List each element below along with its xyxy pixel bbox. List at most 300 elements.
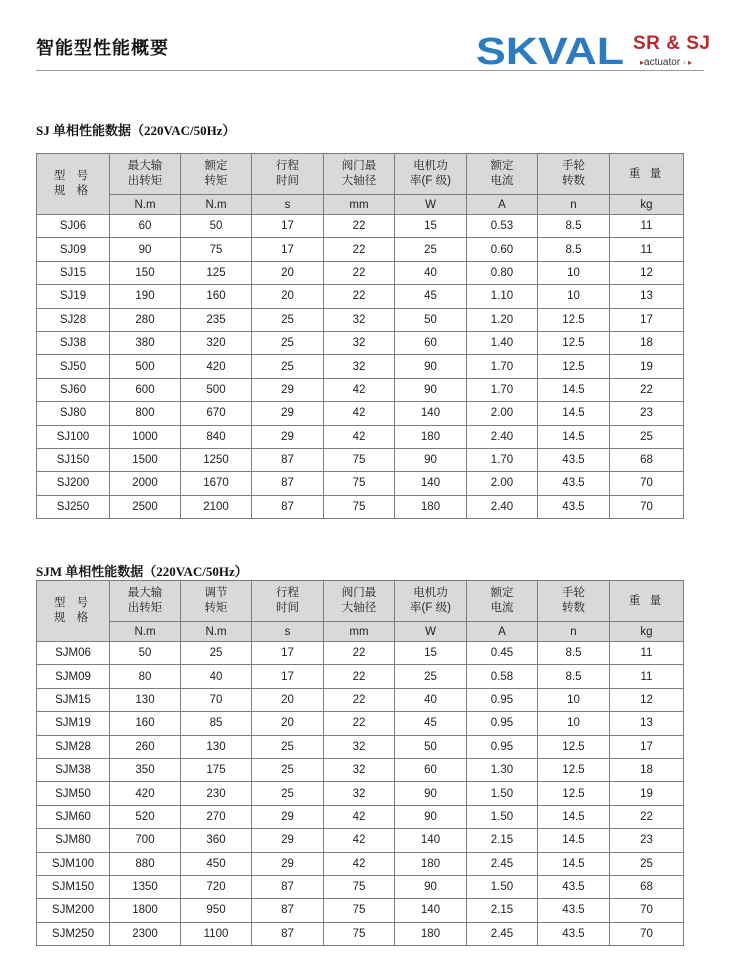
value-cell: 25 [395,665,467,688]
value-cell: 25 [252,308,324,331]
value-cell: 29 [252,378,324,401]
model-cell: SJ150 [37,448,110,471]
value-cell: 50 [395,308,467,331]
value-cell: 60 [395,758,467,781]
brand-series-sj: SJ [686,33,711,54]
value-cell: 22 [324,238,395,261]
value-cell: 0.95 [467,735,538,758]
value-cell: 32 [324,735,395,758]
value-cell: 15 [395,642,467,665]
value-cell: 1.50 [467,805,538,828]
value-cell: 0.45 [467,642,538,665]
model-cell: SJ15 [37,261,110,284]
value-cell: 22 [610,805,684,828]
value-cell: 0.95 [467,712,538,735]
model-cell: SJM250 [37,922,110,945]
value-cell: 520 [110,805,181,828]
unit-cell: A [467,622,538,642]
value-cell: 14.5 [538,378,610,401]
value-cell: 68 [610,875,684,898]
value-cell: 17 [610,308,684,331]
value-cell: 20 [252,712,324,735]
value-cell: 20 [252,261,324,284]
value-cell: 87 [252,472,324,495]
value-cell: 18 [610,758,684,781]
value-cell: 8.5 [538,642,610,665]
value-cell: 13 [610,712,684,735]
value-cell: 32 [324,331,395,354]
model-cell: SJM150 [37,875,110,898]
value-cell: 45 [395,712,467,735]
value-cell: 420 [181,355,252,378]
value-cell: 22 [324,215,395,238]
value-cell: 280 [110,308,181,331]
value-cell: 2.15 [467,899,538,922]
unit-cell: s [252,195,324,215]
value-cell: 42 [324,829,395,852]
model-cell: SJ19 [37,285,110,308]
value-cell: 180 [395,922,467,945]
column-header: 电机功 率(F 级) [395,581,467,622]
value-cell: 130 [110,688,181,711]
value-cell: 160 [110,712,181,735]
value-cell: 43.5 [538,472,610,495]
value-cell: 43.5 [538,448,610,471]
value-cell: 0.53 [467,215,538,238]
spec-header [37,581,110,642]
value-cell: 60 [110,215,181,238]
model-cell: SJM15 [37,688,110,711]
value-cell: 17 [252,642,324,665]
value-cell: 2100 [181,495,252,518]
value-cell: 500 [110,355,181,378]
value-cell: 75 [324,495,395,518]
value-cell: 320 [181,331,252,354]
value-cell: 25 [252,331,324,354]
column-header: 电机功 率(F 级) [395,154,467,195]
value-cell: 90 [395,782,467,805]
value-cell: 25 [252,735,324,758]
brand-series [633,33,710,55]
column-header: 行程 时间 [252,581,324,622]
model-cell: SJ250 [37,495,110,518]
value-cell: 32 [324,308,395,331]
model-cell: SJM80 [37,829,110,852]
value-cell: 800 [110,402,181,425]
table-row [37,425,684,448]
table-row [37,899,684,922]
value-cell: 1670 [181,472,252,495]
unit-cell: n [538,195,610,215]
value-cell: 2.15 [467,829,538,852]
value-cell: 87 [252,922,324,945]
value-cell: 140 [395,472,467,495]
value-cell: 12.5 [538,355,610,378]
sjm-table-title: SJM 单相性能数据（220VAC/50Hz） [36,564,248,579]
sjm-performance-table [36,580,684,946]
model-cell: SJ100 [37,425,110,448]
value-cell: 0.80 [467,261,538,284]
value-cell: 80 [110,665,181,688]
value-cell: 1.50 [467,782,538,805]
value-cell: 70 [610,922,684,945]
model-cell: SJM38 [37,758,110,781]
value-cell: 85 [181,712,252,735]
value-cell: 40 [395,688,467,711]
value-cell: 75 [324,875,395,898]
value-cell: 8.5 [538,215,610,238]
value-cell: 14.5 [538,852,610,875]
value-cell: 230 [181,782,252,805]
unit-cell: A [467,195,538,215]
value-cell: 20 [252,285,324,308]
table-row [37,261,684,284]
model-cell: SJ80 [37,402,110,425]
unit-cell: W [395,622,467,642]
value-cell: 1.40 [467,331,538,354]
value-cell: 180 [395,852,467,875]
column-header: 行程 时间 [252,154,324,195]
value-cell: 14.5 [538,425,610,448]
model-cell: SJM06 [37,642,110,665]
value-cell: 140 [395,899,467,922]
value-cell: 29 [252,852,324,875]
column-header: 额定 电流 [467,581,538,622]
table-row [37,735,684,758]
value-cell: 90 [395,355,467,378]
value-cell: 29 [252,425,324,448]
sj-performance-table [36,153,684,519]
value-cell: 75 [181,238,252,261]
value-cell: 29 [252,829,324,852]
model-cell: SJ50 [37,355,110,378]
model-cell: SJ200 [37,472,110,495]
value-cell: 600 [110,378,181,401]
unit-cell: s [252,622,324,642]
value-cell: 720 [181,875,252,898]
page-title: 智能型性能概要 [36,38,169,59]
value-cell: 12.5 [538,331,610,354]
value-cell: 14.5 [538,805,610,828]
value-cell: 1.70 [467,355,538,378]
table-row [37,308,684,331]
value-cell: 12.5 [538,735,610,758]
model-cell: SJM19 [37,712,110,735]
value-cell: 87 [252,875,324,898]
unit-cell: kg [610,195,684,215]
model-cell: SJ06 [37,215,110,238]
table-row [37,355,684,378]
value-cell: 1.50 [467,875,538,898]
value-cell: 1.70 [467,378,538,401]
value-cell: 42 [324,425,395,448]
value-cell: 87 [252,899,324,922]
value-cell: 43.5 [538,922,610,945]
value-cell: 42 [324,805,395,828]
value-cell: 25 [181,642,252,665]
model-cell: SJM50 [37,782,110,805]
value-cell: 11 [610,215,684,238]
table-row [37,495,684,518]
table-row [37,331,684,354]
unit-cell: N.m [181,195,252,215]
model-cell: SJ09 [37,238,110,261]
unit-cell: W [395,195,467,215]
value-cell: 42 [324,852,395,875]
value-cell: 2.40 [467,495,538,518]
brand-tagline [640,57,692,68]
brand-series-sr: SR [633,33,661,54]
value-cell: 25 [252,355,324,378]
column-header: 阀门最 大轴径 [324,581,395,622]
unit-cell: N.m [110,195,181,215]
spec-label-1: 型 号 [53,597,93,609]
value-cell: 12.5 [538,758,610,781]
value-cell: 950 [181,899,252,922]
value-cell: 190 [110,285,181,308]
value-cell: 670 [181,402,252,425]
column-header: 最大输 出转矩 [110,581,181,622]
value-cell: 260 [110,735,181,758]
value-cell: 8.5 [538,238,610,261]
value-cell: 1.10 [467,285,538,308]
value-cell: 10 [538,712,610,735]
value-cell: 10 [538,285,610,308]
spec-label-2: 规 格 [53,612,93,624]
value-cell: 180 [395,425,467,448]
value-cell: 180 [395,495,467,518]
value-cell: 90 [395,805,467,828]
model-cell: SJM200 [37,899,110,922]
model-cell: SJM09 [37,665,110,688]
sj-table-title: SJ 单相性能数据（220VAC/50Hz） [36,123,236,138]
value-cell: 75 [324,899,395,922]
column-header: 手轮 转数 [538,154,610,195]
spec-label-1: 型 号 [53,170,93,182]
table-row [37,852,684,875]
value-cell: 32 [324,758,395,781]
value-cell: 14.5 [538,402,610,425]
value-cell: 70 [181,688,252,711]
value-cell: 22 [324,712,395,735]
value-cell: 23 [610,829,684,852]
column-header: 额定 转矩 [181,154,252,195]
value-cell: 29 [252,402,324,425]
value-cell: 25 [252,758,324,781]
value-cell: 10 [538,688,610,711]
value-cell: 12.5 [538,782,610,805]
unit-cell: n [538,622,610,642]
value-cell: 42 [324,378,395,401]
value-cell: 840 [181,425,252,448]
value-cell: 75 [324,472,395,495]
value-cell: 140 [395,829,467,852]
spec-header [37,154,110,215]
brand-series-amp: & [666,33,681,54]
value-cell: 11 [610,665,684,688]
value-cell: 22 [324,261,395,284]
value-cell: 11 [610,238,684,261]
table-row [37,285,684,308]
value-cell: 22 [324,688,395,711]
value-cell: 2.45 [467,852,538,875]
value-cell: 1000 [110,425,181,448]
value-cell: 17 [252,215,324,238]
value-cell: 12.5 [538,308,610,331]
value-cell: 150 [110,261,181,284]
value-cell: 380 [110,331,181,354]
value-cell: 43.5 [538,495,610,518]
value-cell: 90 [395,378,467,401]
value-cell: 1350 [110,875,181,898]
value-cell: 175 [181,758,252,781]
table-row [37,378,684,401]
value-cell: 50 [181,215,252,238]
value-cell: 2.00 [467,472,538,495]
model-cell: SJ28 [37,308,110,331]
value-cell: 32 [324,355,395,378]
value-cell: 2000 [110,472,181,495]
unit-cell: kg [610,622,684,642]
value-cell: 500 [181,378,252,401]
value-cell: 50 [395,735,467,758]
value-cell: 1.70 [467,448,538,471]
value-cell: 13 [610,285,684,308]
value-cell: 29 [252,805,324,828]
value-cell: 1800 [110,899,181,922]
value-cell: 235 [181,308,252,331]
value-cell: 0.60 [467,238,538,261]
play-icon: ▸ [640,58,645,67]
value-cell: 23 [610,402,684,425]
value-cell: 130 [181,735,252,758]
table-row [37,215,684,238]
value-cell: 22 [324,665,395,688]
value-cell: 18 [610,331,684,354]
value-cell: 160 [181,285,252,308]
value-cell: 17 [610,735,684,758]
value-cell: 70 [610,472,684,495]
spec-label-2: 规 格 [53,185,93,197]
value-cell: 32 [324,782,395,805]
table-row [37,238,684,261]
value-cell: 45 [395,285,467,308]
table-row [37,922,684,945]
value-cell: 1.20 [467,308,538,331]
value-cell: 1250 [181,448,252,471]
model-cell: SJ60 [37,378,110,401]
value-cell: 14.5 [538,829,610,852]
value-cell: 0.95 [467,688,538,711]
value-cell: 11 [610,642,684,665]
value-cell: 75 [324,922,395,945]
column-header: 最大输 出转矩 [110,154,181,195]
value-cell: 2.00 [467,402,538,425]
skval-logo-text: SKVAL [476,31,624,70]
value-cell: 1100 [181,922,252,945]
value-cell: 2.40 [467,425,538,448]
table-row [37,665,684,688]
value-cell: 22 [324,285,395,308]
value-cell: 40 [395,261,467,284]
value-cell: 1.30 [467,758,538,781]
value-cell: 68 [610,448,684,471]
value-cell: 880 [110,852,181,875]
unit-cell: N.m [110,622,181,642]
table-row [37,782,684,805]
value-cell: 70 [610,899,684,922]
value-cell: 10 [538,261,610,284]
column-header: 调节 转矩 [181,581,252,622]
value-cell: 140 [395,402,467,425]
column-header: 阀门最 大轴径 [324,154,395,195]
value-cell: 42 [324,402,395,425]
value-cell: 270 [181,805,252,828]
value-cell: 2500 [110,495,181,518]
value-cell: 70 [610,495,684,518]
value-cell: 350 [110,758,181,781]
column-header: 重 量 [610,154,684,195]
table-row [37,805,684,828]
value-cell: 700 [110,829,181,852]
value-cell: 360 [181,829,252,852]
value-cell: 50 [110,642,181,665]
model-cell: SJM60 [37,805,110,828]
value-cell: 90 [395,875,467,898]
unit-cell: N.m [181,622,252,642]
model-cell: SJ38 [37,331,110,354]
value-cell: 450 [181,852,252,875]
value-cell: 19 [610,782,684,805]
value-cell: 43.5 [538,899,610,922]
value-cell: 420 [110,782,181,805]
value-cell: 25 [395,238,467,261]
table-row [37,712,684,735]
value-cell: 87 [252,448,324,471]
value-cell: 75 [324,448,395,471]
unit-cell: mm [324,622,395,642]
model-cell: SJM100 [37,852,110,875]
value-cell: 40 [181,665,252,688]
table-row [37,829,684,852]
value-cell: 25 [610,852,684,875]
column-header: 重 量 [610,581,684,622]
value-cell: 20 [252,688,324,711]
value-cell: 17 [252,665,324,688]
header-rule [36,70,704,71]
tagline-text: actuator [644,57,681,68]
value-cell: 22 [610,378,684,401]
value-cell: 8.5 [538,665,610,688]
value-cell: 25 [610,425,684,448]
value-cell: 2.45 [467,922,538,945]
value-cell: 90 [110,238,181,261]
unit-cell: mm [324,195,395,215]
table-row [37,402,684,425]
value-cell: 87 [252,495,324,518]
column-header: 额定 电流 [467,154,538,195]
value-cell: 60 [395,331,467,354]
value-cell: 90 [395,448,467,471]
value-cell: 19 [610,355,684,378]
value-cell: 125 [181,261,252,284]
value-cell: 2300 [110,922,181,945]
table-row [37,472,684,495]
value-cell: 12 [610,688,684,711]
table-row [37,688,684,711]
value-cell: 17 [252,238,324,261]
tagline-tail-icon: ◦ ▸ [682,58,693,67]
